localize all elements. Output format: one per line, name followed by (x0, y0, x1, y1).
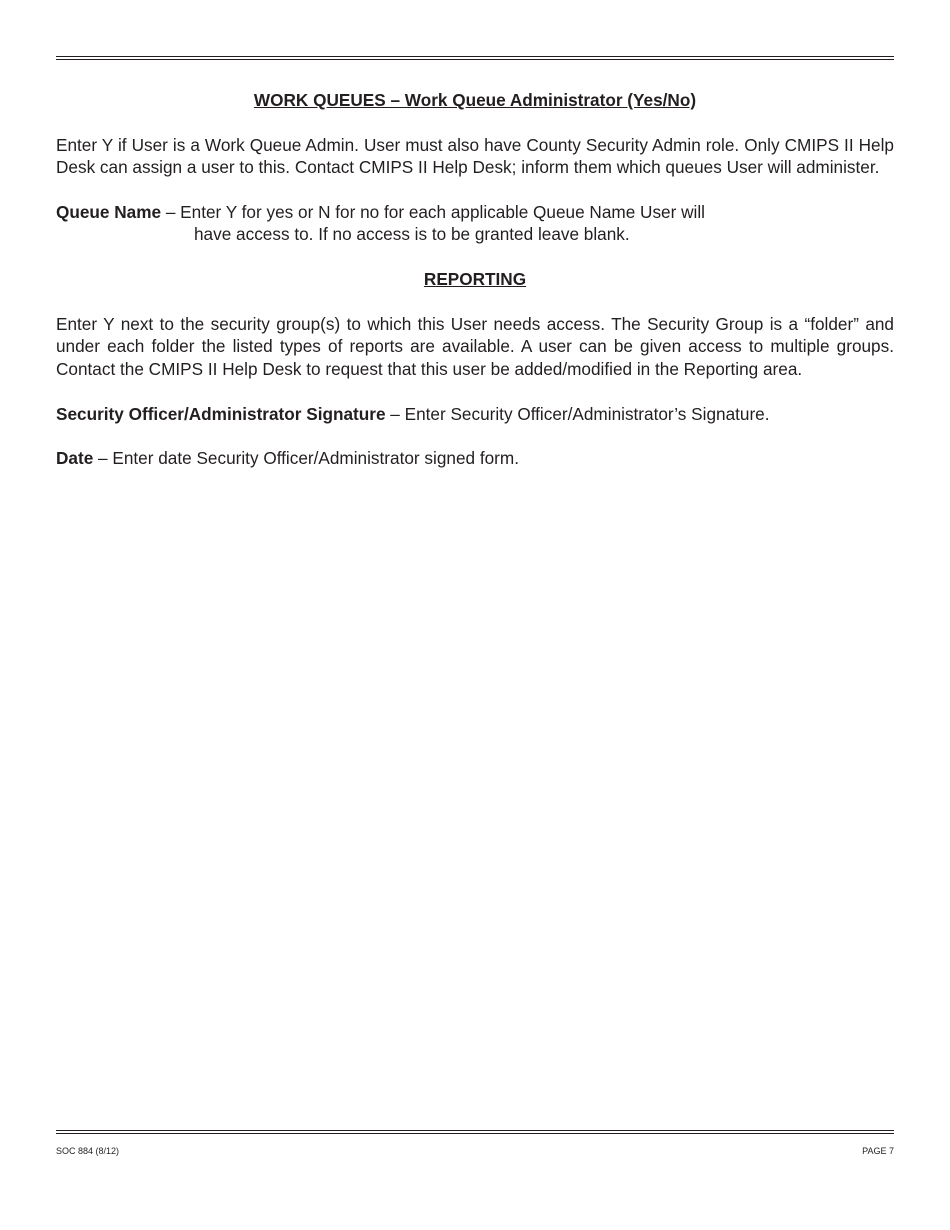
date-term: Date (56, 448, 94, 469)
queue-name-term: Queue Name (56, 202, 162, 222)
top-double-rule (56, 56, 894, 60)
work-queues-heading: WORK QUEUES – Work Queue Administrator (Yes/No) (253, 90, 697, 110)
signature-text: – Enter Security Officer/Administrator’s Signature. (385, 403, 770, 424)
date-entry (56, 447, 894, 469)
work-queues-body: Enter Y if User is a Work Queue Admin. User must also have County Security Admin role. Only CMIPS II Help Desk can assign a user to this. Contact CMIPS II Help Desk; inform them which queues User will administer. (56, 134, 894, 178)
page-content (56, 89, 894, 470)
page-number: PAGE 7 (862, 1146, 894, 1156)
date-text: – Enter date Security Officer/Administrator signed form. (93, 448, 519, 469)
bottom-double-rule (56, 1130, 894, 1134)
reporting-heading: REPORTING (423, 269, 527, 290)
queue-name-entry (56, 201, 894, 223)
form-id: SOC 884 (8/12) (56, 1146, 120, 1156)
signature-term: Security Officer/Administrator Signature (56, 403, 386, 424)
queue-name-line2: have access to. If no access is to be granted leave blank. (194, 224, 630, 245)
queue-name-line1: – Enter Y for yes or N for no for each applicable Queue Name User will (161, 202, 705, 222)
reporting-body: Enter Y next to the security group(s) to which this User needs access. The Security Group is a “folder” and under each folder the listed types of reports are available. A user can be given access to multiple groups. Contact the CMIPS II Help Desk to request that this user be added/modified in the Reporting area. (56, 314, 894, 379)
signature-entry (56, 403, 894, 425)
